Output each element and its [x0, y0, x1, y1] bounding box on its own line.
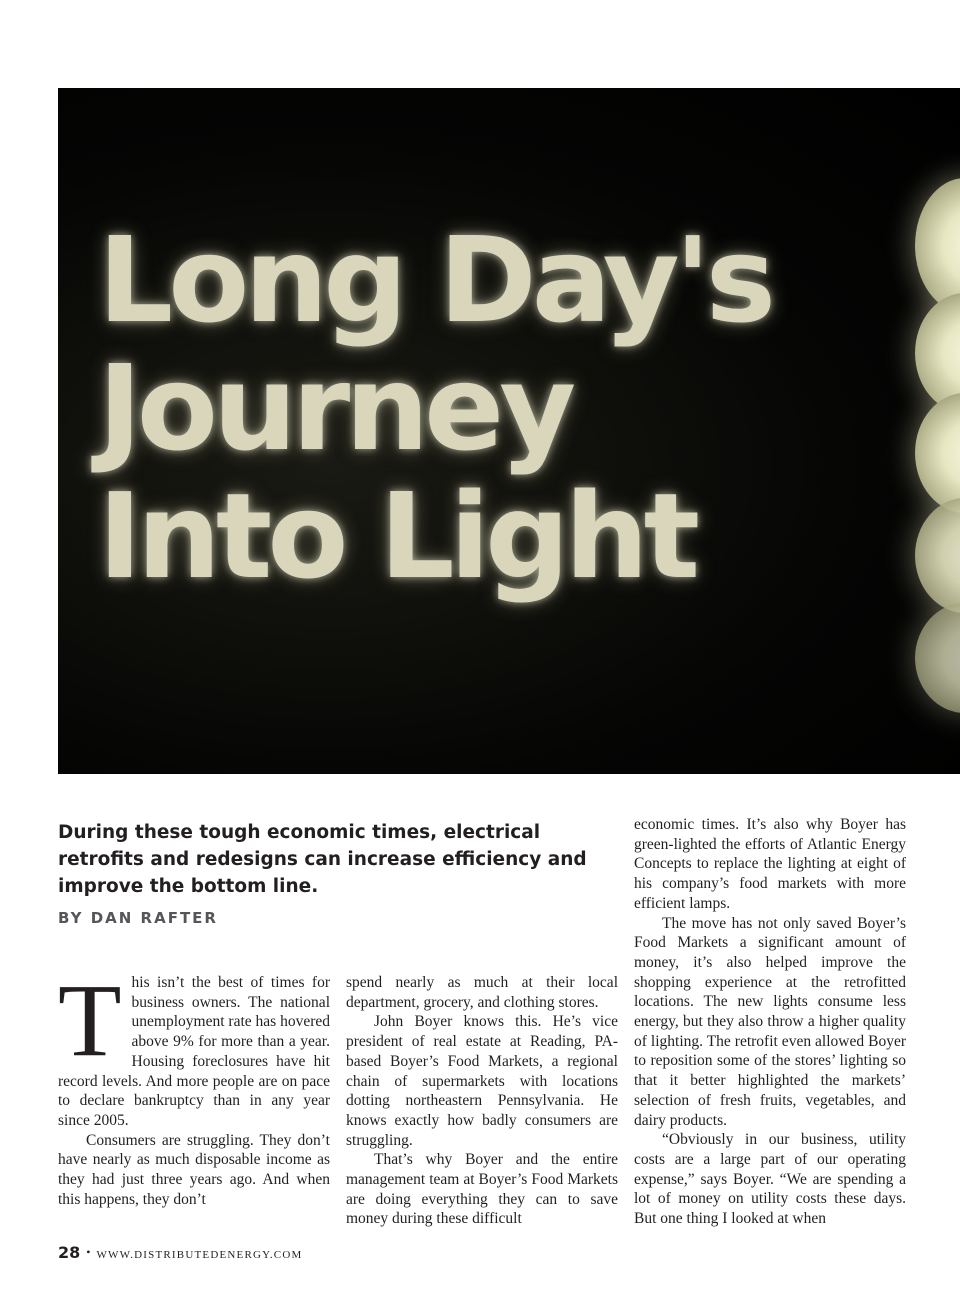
paragraph: spend nearly as much at their local department, grocery, and clothing stores. — [346, 974, 618, 1011]
article-deck: During these tough economic times, electrical retrofits and redesigns can increase efficiency and improve the bottom line. — [58, 822, 587, 897]
website-url: WWW.DISTRIBUTEDENERGY.COM — [96, 1249, 303, 1261]
paragraph: John Boyer knows this. He’s vice president of real estate at Reading, PA-based Boyer’s Food Markets, a regional chain of supermarkets with locations dotting northeastern Pennsylvania. He knows exactly how badly consumers are struggling. — [346, 1013, 618, 1149]
bullet-separator: • — [86, 1245, 91, 1259]
light-bulb-coil — [915, 498, 960, 613]
headline-line-3: Into Light — [98, 467, 695, 605]
paragraph: economic times. It’s also why Boyer has green-lighted the efforts of Atlantic Energy Concepts to replace the lighting at eight of his company’s food markets with more efficient lamps. — [634, 816, 906, 912]
paragraph: “Obviously in our business, utility costs are a large part of our operating expense,” says Boyer. “We are spending a lot of money on utility costs these days. But one thing I looked at when — [634, 1131, 906, 1228]
headline-line-2: Journey — [98, 339, 572, 477]
page-number: 28 — [58, 1243, 81, 1262]
paragraph: That’s why Boyer and the entire management team at Boyer’s Food Markets are doing everything they can to save money during these difficult — [346, 1151, 618, 1228]
drop-cap: T — [58, 963, 122, 1078]
light-bulb-coil — [915, 178, 960, 313]
headline-line-1: Long Day's — [98, 211, 772, 349]
paragraph — [58, 963, 330, 1131]
light-bulb-coil — [915, 393, 960, 513]
paragraph: Consumers are struggling. They don’t have nearly as much disposable income as they had just three years ago. And when this happens, they don’t — [58, 1131, 330, 1208]
hero-image — [58, 88, 960, 774]
text-column-2 — [346, 973, 618, 1229]
paragraph: The move has not only saved Boyer’s Food Markets a significant amount of money, it’s also helped improve the shopping experience at the retrofitted locations. The new lights consume less energy, but they also throw a higher quality of lighting. The retrofit even allowed Boyer to reposition some of the stores’ lighting so that it better highlighted the markets’ selection of fresh fruits, vegetables, and dairy products. — [634, 914, 906, 1129]
byline: BY DAN RAFTER — [58, 909, 218, 927]
text-column-3 — [634, 815, 906, 1229]
text-column-1 — [58, 963, 330, 1209]
paragraph-text: his isn’t the best of times for business owners. The national unemployment rate has hovered above 9% for more than a year. Housing foreclosures have hit record levels. And more people are on pace to declare bankruptcy than in any year since 2005. — [58, 974, 330, 1129]
article-headline — [98, 211, 772, 605]
page-footer — [58, 1243, 302, 1263]
light-bulb-coil — [915, 603, 960, 713]
